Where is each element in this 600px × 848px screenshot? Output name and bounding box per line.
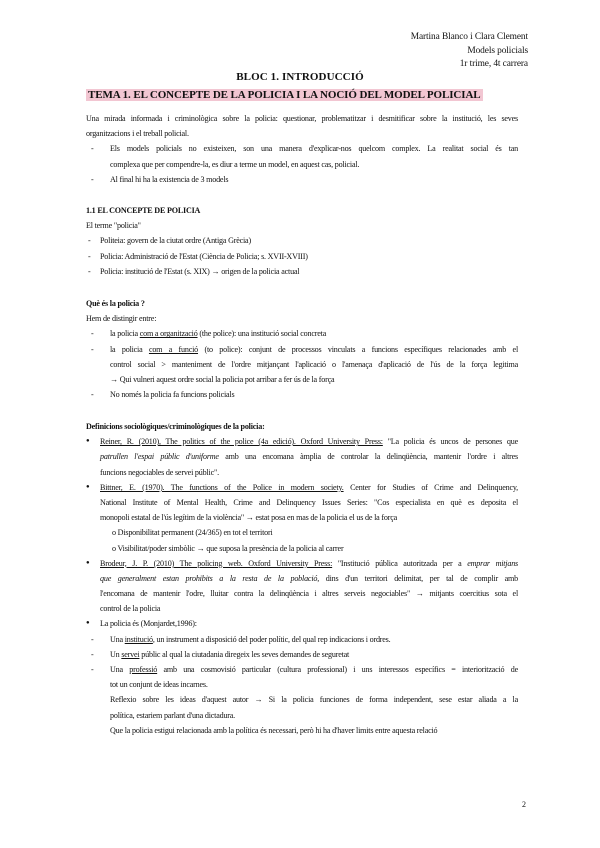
intro-dash-continuation: complexa que per compendre-la, es diur a terme un model, en aquest cas, policial. [110, 159, 360, 169]
block-title: BLOC 1. INTRODUCCIÓ [236, 71, 364, 83]
underlined-term: servei [121, 649, 140, 659]
definition-item [86, 434, 518, 449]
que-es-item: - No només la policia fa funcions policials [86, 387, 518, 402]
text-run: públic al qual la ciutadania diregeix les seves demandes de seguretat [139, 649, 350, 659]
definition-continuation: control de la policia [100, 604, 161, 614]
definition-dash-item [86, 647, 518, 662]
italic-text: patrullen l'espai públic d'uniforme [100, 452, 219, 462]
text-run: , dins d'un territori delimitat, per tal de complir amb [317, 573, 518, 583]
section-title: 1.1 EL CONCEPTE DE POLICIA [86, 206, 201, 215]
definition-dash-item [86, 662, 518, 677]
italic-text: emprar mitjans [467, 558, 518, 568]
que-es-continuation: control social > manteniment de l'ordre mitjançant l'aplicació o l'amenaça d'aplicació de l'ús de la força legitima [110, 359, 518, 369]
text-run: Una [110, 665, 130, 674]
underlined-term: professió [129, 665, 158, 674]
text-run: amb una encomana àmplia de controlar la delinqüència, mantenir l'ordre i altres [218, 452, 518, 462]
text-run: "La policia és uncos de persones que [382, 437, 518, 447]
definition-item [86, 480, 518, 495]
text-run: "Institució pública autoritzada per a [332, 558, 468, 568]
intro-dash-item: - Els models policials no existeixen, son una manera d'explicar-nos quelcom complex. La realitat social és tan [86, 141, 518, 156]
que-es-item [86, 342, 518, 357]
text-run: la policia [110, 329, 140, 339]
header-term: 1r trime, 4t carrera [459, 59, 528, 70]
italic-text: que generalment estan prohibits a la resta de la població [100, 573, 318, 583]
definition-continuation: l'encomana de mantenir l'odre, lluitar contra la delinqüència i altres serveis negociables" → mitjants coercitius sota el [100, 589, 518, 599]
text-run: Center for Studies of Crime and Delinquency, [343, 482, 518, 492]
text-run: , un instrument a disposició del poder polític, del qual rep indicacions i ordres. [152, 634, 391, 644]
que-es-item [86, 326, 518, 341]
text-run: Una [110, 634, 125, 644]
underlined-term: institució [124, 634, 153, 644]
section-que-es [86, 296, 518, 402]
intro-section [86, 111, 518, 187]
definition-dash-item [86, 632, 518, 647]
intro-paragraph-line: organitzacions i el treball policial. [86, 129, 189, 139]
definition-continuation: monopoli estatal de l'ús legítim de la violència" → estat posa en mas de la policia el us de la força [100, 513, 397, 523]
text-run: (to police): conjunt de processos vinculats a funcions específiques relacionades amb el [198, 344, 518, 354]
definicions-title: Definicions sociològiques/criminològiques de la policia: [86, 422, 265, 431]
text-run: amb una cosmovisió particular (cultura professional) i uns interessos específics = interiorització de [157, 665, 518, 674]
definition-continuation: funcions negociables de servei públic". [100, 467, 219, 477]
intro-paragraph-line: Una mirada informada i criminològica sobre la policia: questionar, problematitzar i desmitificar sobre la institució, les seves [86, 114, 518, 123]
section-definicions [86, 419, 518, 738]
que-es-intro: Hem de distingir entre: [86, 314, 157, 324]
citation: Reiner, R. (2010), The politics of the police (4a edició). Oxford University Press: [100, 437, 383, 447]
definition-item: ● La policia és (Monjardet,1996): [86, 616, 518, 631]
text-run: la policia [110, 344, 149, 354]
term-item: - Politeia: govern de la ciutat ordre (Antiga Grècia) [86, 233, 518, 248]
definition-subitem: o Visibilitat/poder simbòlic → que suposa la presència de la policia al carrer [112, 543, 344, 553]
citation: Bittner, E. (1970). The functions of the Police in modern society. [100, 482, 344, 492]
definition-item [86, 556, 518, 571]
section-concept [86, 203, 518, 279]
intro-dash-item: - Al final hi ha la existencia de 3 models [86, 172, 518, 187]
tema-title: TEMA 1. EL CONCEPTE DE LA POLICIA I LA NOCIÓ DEL MODEL POLICIAL [88, 89, 481, 101]
underlined-term: com a funció [148, 344, 199, 354]
definition-continuation: tot un conjunt de ideas incarnes. [110, 680, 208, 690]
reflection-line: Reflexio sobre les ideas d'aquest autor → Si la policia funciones de forma independent, sese estar aliada a la [110, 695, 518, 705]
que-es-title: Què és la policia ? [86, 299, 145, 308]
term-item: - Policia: institució de l'Estat (s. XIX) → origen de la policia actual [86, 264, 518, 279]
definition-continuation: National Institute of Mental Health, Crime and Delinquency Issues Series: "Cos especialista en què es deposita el [100, 497, 518, 507]
definition-continuation [86, 449, 518, 464]
page-number: 2 [522, 800, 526, 809]
text-run: Un [110, 649, 122, 659]
page-header [411, 31, 528, 72]
text-run: (the police): una institució social concreta [197, 329, 327, 339]
que-es-continuation: → Qui vulneri aquest ordre social la policia pot arribar a fer ús de la força [110, 374, 335, 384]
term-item: - Policia: Administració de l'Estat (Ciència de Policia; s. XVII-XVIII) [86, 249, 518, 264]
header-subject: Models policials [467, 45, 528, 56]
underlined-term: com a organització [139, 329, 198, 339]
header-author: Martina Blanco i Clara Clement [410, 32, 528, 42]
citation: Brodeur, J. P. (2010) The policing web. Oxford University Press: [100, 558, 333, 568]
reflection-line: política, estariem parlant d'una dictadura. [110, 710, 236, 720]
definition-continuation [86, 571, 518, 586]
reflection-line: Que la policia estigui relacionada amb la política és necessari, però hi ha d'haver limits entre aquesta relació [110, 725, 438, 735]
term-label: El terme "policia" [86, 221, 141, 231]
definition-subitem: o Disponibilitat permanent (24/365) en tot el territori [112, 528, 273, 538]
